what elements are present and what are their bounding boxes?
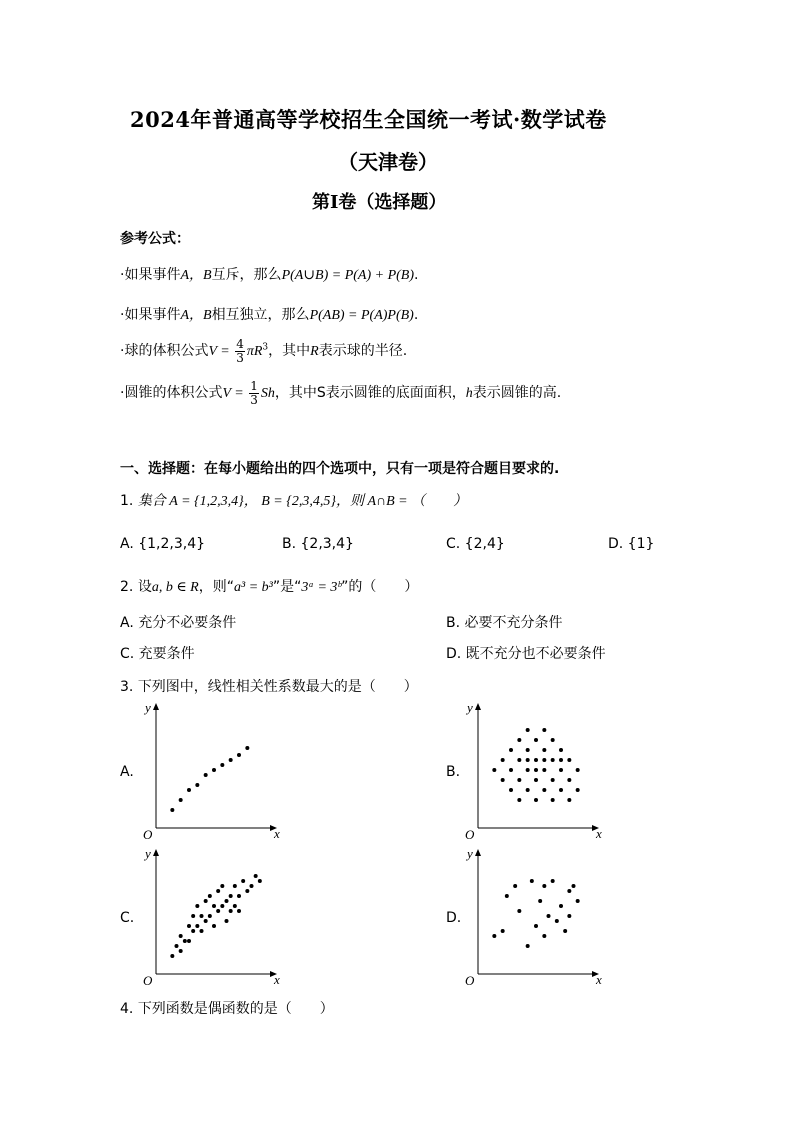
- question-2-option-d[interactable]: D. 既不充分也不必要条件: [446, 646, 606, 662]
- question-1: [120, 490, 467, 510]
- scatter-point: [175, 944, 179, 948]
- formula-2-eq: P(AB) = P(A)P(B): [309, 308, 414, 323]
- scatter-point: [237, 753, 241, 757]
- scatter-point: [170, 808, 174, 812]
- scatter-point: [542, 788, 546, 792]
- scatter-point: [237, 909, 241, 913]
- formula-4-den: 3: [250, 392, 258, 407]
- scatter-point: [225, 919, 229, 923]
- scatter-point: [225, 899, 229, 903]
- scatter-point: [517, 778, 521, 782]
- formula-2: [120, 304, 418, 324]
- question-2-number: 2.: [120, 579, 134, 595]
- scatter-point: [208, 894, 212, 898]
- scatter-point: [501, 778, 505, 782]
- scatter-point: [567, 798, 571, 802]
- scatter-point: [563, 929, 567, 933]
- scatter-point: [547, 914, 551, 918]
- scatter-point: [526, 788, 530, 792]
- formula-4-pre: ·圆锥的体积公式: [120, 385, 223, 402]
- scatter-point: [241, 879, 245, 883]
- formula-3-rhs: πR: [246, 344, 263, 360]
- formula-4-rhs: Sh: [260, 386, 275, 402]
- scatter-point: [501, 758, 505, 762]
- question-3: [120, 676, 418, 696]
- formula-3-den: 3: [236, 350, 244, 365]
- scatter-point: [509, 748, 513, 752]
- scatter-point: [576, 768, 580, 772]
- scatter-point: [200, 914, 204, 918]
- scatter-point: [170, 954, 174, 958]
- scatter-point: [204, 919, 208, 923]
- formula-3-lhs: V =: [208, 344, 234, 360]
- formula-1-mid: 互斥，那么: [211, 267, 282, 283]
- scatter-point: [509, 768, 513, 772]
- scatter-point: [183, 939, 187, 943]
- y-axis-label: y: [145, 846, 151, 861]
- origin-label: O: [465, 827, 475, 842]
- scatter-point: [492, 934, 496, 938]
- scatter-point: [229, 894, 233, 898]
- scatter-point: [245, 746, 249, 750]
- scatter-point: [229, 758, 233, 762]
- scatter-point: [572, 884, 576, 888]
- scatter-point: [245, 889, 249, 893]
- scatter-point: [542, 728, 546, 732]
- x-axis-label: x: [596, 972, 602, 987]
- question-4-number: 4.: [120, 1001, 134, 1017]
- scatter-point: [187, 788, 191, 792]
- scatter-point: [517, 758, 521, 762]
- y-axis-arrow: [475, 849, 481, 856]
- question-1-option-a[interactable]: A. {1,2,3,4}: [120, 536, 206, 552]
- section-heading: 一、选择题：在每小题给出的四个选项中，只有一项是符合题目要求的.: [120, 461, 560, 477]
- scatter-point: [233, 884, 237, 888]
- scatter-point: [179, 934, 183, 938]
- formula-4-num: 1: [250, 379, 258, 393]
- formula-2-end: .: [413, 307, 419, 323]
- scatter-svg: [140, 846, 280, 986]
- scatter-plot-d: [462, 846, 602, 986]
- formula-4-lhs: V =: [222, 386, 248, 402]
- origin-label: O: [465, 973, 475, 988]
- formula-1-pre: ·如果事件: [120, 267, 181, 283]
- scatter-point: [513, 884, 517, 888]
- y-axis-arrow: [153, 703, 159, 710]
- scatter-point: [551, 758, 555, 762]
- question-2-option-a[interactable]: A. 充分不必要条件: [120, 615, 237, 631]
- formula-2-ab: A，B: [180, 308, 212, 323]
- question-3-option-a-label[interactable]: A.: [120, 764, 134, 780]
- scatter-point: [204, 773, 208, 777]
- scatter-point: [200, 929, 204, 933]
- scatter-plot-a: [140, 700, 280, 840]
- scatter-point: [567, 758, 571, 762]
- scatter-point: [542, 768, 546, 772]
- scatter-point: [567, 889, 571, 893]
- formula-4-post1: ，其中S表示圆锥的底面面积，: [274, 385, 466, 402]
- scatter-point: [526, 758, 530, 762]
- scatter-point: [534, 924, 538, 928]
- formula-3-num: 4: [236, 337, 244, 351]
- question-1-option-c[interactable]: C. {2,4}: [446, 536, 505, 552]
- scatter-point: [559, 748, 563, 752]
- scatter-point: [538, 899, 542, 903]
- scatter-point: [526, 748, 530, 752]
- volume-title: 第Ⅰ卷（选择题）: [312, 192, 447, 213]
- scatter-point: [559, 788, 563, 792]
- question-3-option-c-label[interactable]: C.: [120, 910, 135, 926]
- formula-3-exp: 3: [262, 342, 269, 353]
- question-2-cond-1: a³ = b³: [234, 580, 273, 595]
- scatter-point: [534, 778, 538, 782]
- scatter-point: [233, 904, 237, 908]
- scatter-point: [254, 874, 258, 878]
- question-2: [120, 576, 418, 596]
- scatter-point: [576, 788, 580, 792]
- formula-2-pre: ·如果事件: [120, 307, 181, 323]
- scatter-point: [250, 884, 254, 888]
- scatter-point: [517, 738, 521, 742]
- question-3-option-b-label[interactable]: B.: [446, 764, 461, 780]
- y-axis-label: y: [145, 700, 151, 715]
- scatter-point: [191, 914, 195, 918]
- question-2-end: ”的（ ）: [341, 579, 419, 595]
- scatter-point: [542, 758, 546, 762]
- origin-label: O: [143, 827, 153, 842]
- scatter-point: [187, 924, 191, 928]
- formula-4: [120, 380, 561, 406]
- scatter-point: [526, 728, 530, 732]
- question-1-number: 1.: [120, 493, 134, 509]
- scatter-point: [212, 924, 216, 928]
- question-3-number: 3.: [120, 679, 134, 695]
- scatter-point: [542, 884, 546, 888]
- y-axis-label: y: [467, 846, 473, 861]
- scatter-point: [534, 798, 538, 802]
- scatter-point: [559, 768, 563, 772]
- formula-4-var: h: [465, 386, 473, 402]
- scatter-point: [526, 768, 530, 772]
- scatter-plot-b: [462, 700, 602, 840]
- scatter-point: [229, 909, 233, 913]
- scatter-point: [567, 778, 571, 782]
- question-1-stem: 集合 A = {1,2,3,4}， B = {2,3,4,5}，则 A∩B = （ ）: [137, 494, 468, 509]
- y-axis-arrow: [153, 849, 159, 856]
- formula-2-mid: 相互独立，那么: [211, 307, 310, 323]
- question-3-stem: 下列图中，线性相关性系数最大的是（ ）: [137, 679, 418, 695]
- formula-3-post2: 表示球的半径.: [318, 343, 408, 360]
- scatter-point: [191, 929, 195, 933]
- scatter-point: [501, 929, 505, 933]
- scatter-point: [220, 904, 224, 908]
- formula-3-pre: ·球的体积公式: [120, 343, 209, 360]
- scatter-point: [517, 909, 521, 913]
- scatter-point: [195, 904, 199, 908]
- scatter-point: [195, 924, 199, 928]
- scatter-point: [179, 798, 183, 802]
- scatter-svg: [462, 846, 602, 986]
- question-2-mid: ，则“: [198, 579, 234, 595]
- scatter-point: [208, 914, 212, 918]
- scatter-point: [526, 944, 530, 948]
- question-2-mid2: ”是“: [272, 579, 302, 595]
- x-axis-label: x: [596, 826, 602, 841]
- origin-label: O: [143, 973, 153, 988]
- x-axis-label: x: [274, 826, 280, 841]
- formula-3: [120, 338, 407, 364]
- formula-1-end: .: [414, 267, 419, 283]
- scatter-point: [551, 738, 555, 742]
- scatter-point: [555, 919, 559, 923]
- scatter-point: [559, 904, 563, 908]
- scatter-point: [509, 788, 513, 792]
- question-2-cond-2: 3ᵃ = 3ᵇ: [301, 580, 342, 595]
- scatter-point: [551, 778, 555, 782]
- scatter-point: [237, 894, 241, 898]
- scatter-point: [216, 909, 220, 913]
- page-title: 2024年普通高等学校招生全国统一考试·数学试卷: [130, 107, 607, 132]
- scatter-svg: [140, 700, 280, 840]
- scatter-point: [204, 899, 208, 903]
- question-2-option-b[interactable]: B. 必要不充分条件: [446, 615, 563, 631]
- question-2-option-c[interactable]: C. 充要条件: [120, 646, 195, 662]
- scatter-point: [220, 763, 224, 767]
- scatter-point: [216, 889, 220, 893]
- question-4: [120, 998, 334, 1018]
- question-4-stem: 下列函数是偶函数的是（ ）: [137, 1001, 334, 1017]
- formulas-heading: 参考公式：: [120, 231, 190, 247]
- scatter-point: [542, 934, 546, 938]
- scatter-point: [534, 738, 538, 742]
- x-axis-label: x: [274, 972, 280, 987]
- formula-1-eq: P(A∪B) = P(A) + P(B): [281, 268, 415, 283]
- scatter-point: [187, 939, 191, 943]
- question-2-pre: 设: [137, 579, 152, 595]
- scatter-point: [559, 758, 563, 762]
- scatter-point: [195, 783, 199, 787]
- scatter-point: [505, 894, 509, 898]
- y-axis-label: y: [467, 700, 473, 715]
- scatter-svg: [462, 700, 602, 840]
- scatter-point: [530, 879, 534, 883]
- scatter-point: [567, 914, 571, 918]
- scatter-point: [534, 758, 538, 762]
- scatter-point: [542, 748, 546, 752]
- scatter-point: [220, 884, 224, 888]
- question-1-option-d[interactable]: D. {1}: [608, 536, 655, 552]
- scatter-point: [258, 879, 262, 883]
- scatter-point: [212, 768, 216, 772]
- scatter-point: [576, 899, 580, 903]
- scatter-plot-c: [140, 846, 280, 986]
- scatter-point: [492, 768, 496, 772]
- scatter-point: [551, 798, 555, 802]
- formula-1-ab: A，B: [180, 268, 212, 283]
- question-1-option-b[interactable]: B. {2,3,4}: [282, 536, 354, 552]
- formula-4-post2: 表示圆锥的高.: [472, 385, 562, 402]
- formula-3-var: R: [310, 344, 319, 360]
- y-axis-arrow: [475, 703, 481, 710]
- formula-4-fraction: [249, 380, 259, 406]
- scatter-point: [517, 798, 521, 802]
- question-3-option-d-label[interactable]: D.: [446, 910, 462, 926]
- page-subtitle: （天津卷）: [338, 150, 438, 174]
- scatter-point: [179, 949, 183, 953]
- formula-1: [120, 264, 418, 284]
- formula-3-fraction: [235, 338, 245, 364]
- question-2-var: a, b ∈ R: [151, 580, 199, 595]
- formula-3-post1: ，其中: [268, 343, 311, 360]
- scatter-point: [534, 768, 538, 772]
- scatter-point: [551, 879, 555, 883]
- scatter-point: [212, 904, 216, 908]
